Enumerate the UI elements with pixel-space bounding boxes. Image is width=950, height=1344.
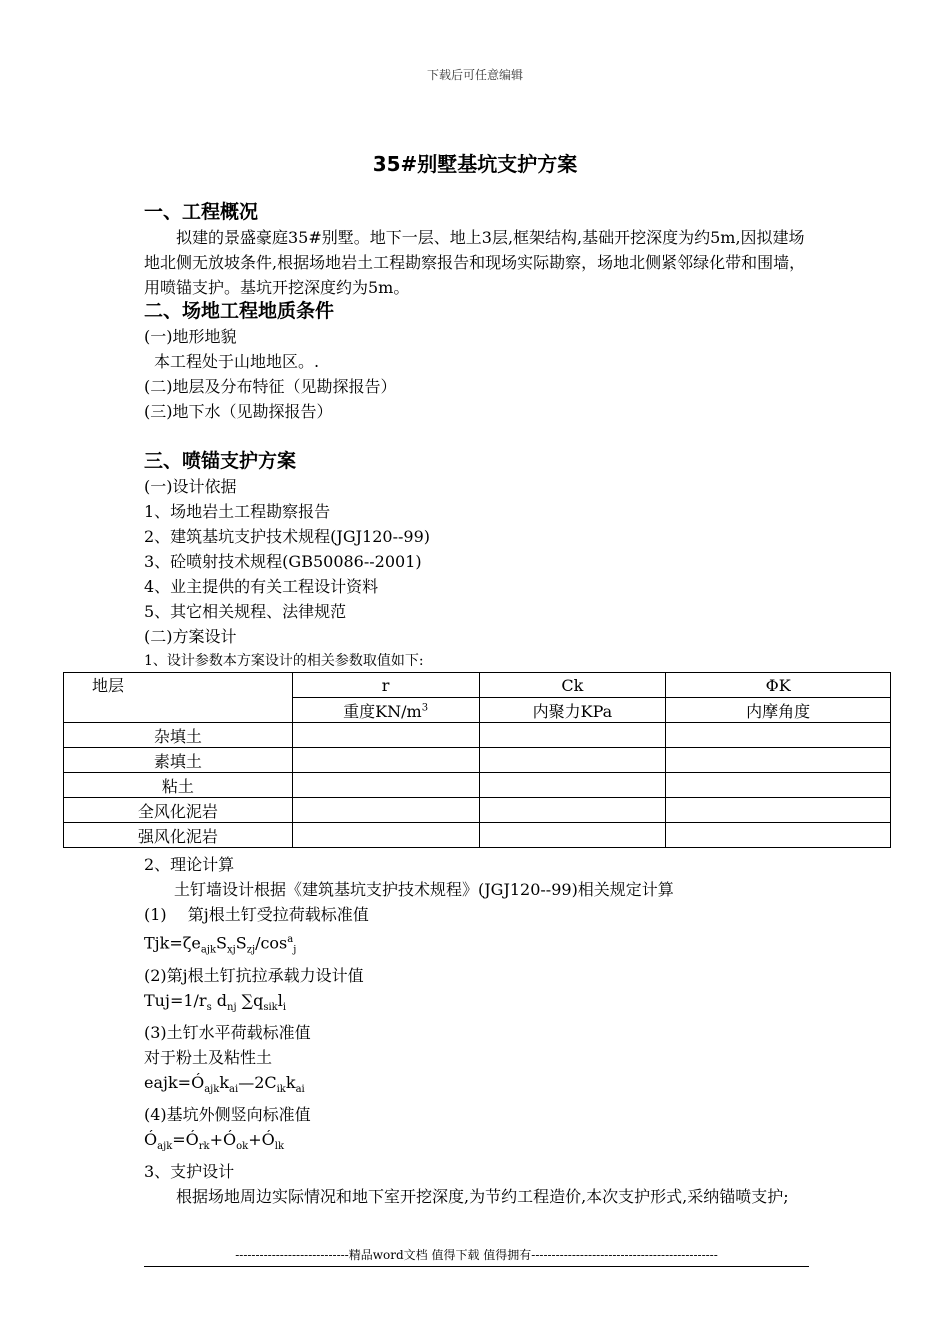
formula-part: ∑q [236, 990, 264, 1010]
table-row [64, 773, 891, 798]
list-item: 2、建筑基坑支护技术规程(JGJ120--99) [144, 527, 430, 546]
table-cell [292, 773, 479, 798]
list-item: 4、业主提供的有关工程设计资料 [144, 577, 379, 596]
section-heading: 三、喷锚支护方案 [144, 450, 297, 472]
formula-part: —2C [238, 1072, 277, 1092]
formula-part: S [235, 933, 247, 953]
page-footer: ----------------------------精品word文档 值得下载 值得拥有---------------------------------------------- [144, 1246, 809, 1267]
formula-sub: rk [198, 1141, 210, 1153]
section-heading: 一、工程概况 [144, 201, 259, 223]
table-cell [479, 798, 666, 823]
formula-sub: ajk [157, 1141, 173, 1153]
unit-superscript: 3 [421, 702, 429, 714]
formula-part: =Ó [172, 1129, 199, 1149]
table-cell [666, 773, 891, 798]
calc-intro: 土钉墙设计根据《建筑基坑支护技术规程》(JGJ120--99)相关规定计算 [174, 880, 674, 899]
table-cell [479, 773, 666, 798]
formula-sub: i [282, 1001, 287, 1013]
overview-text: 拟建的景盛豪庭35#别墅。地下一层、地上3层,框架结构,基础开挖深度为约5m,因拟建场地北侧无放坡条件,根据场地岩土工程勘察报告和现场实际勘察，场地北侧紧邻绿化带和围墙，用喷锚支护。基坑开挖深度约为5m。 [144, 228, 806, 297]
formula-title: (3)土钉水平荷载标准值 [144, 1022, 311, 1042]
subsection-title: (一)设计依据 [144, 477, 237, 496]
formula-sup: a [287, 934, 294, 945]
table-cell: 粘土 [64, 773, 293, 798]
table-cell [666, 723, 891, 748]
formula-sub: xj [226, 944, 236, 956]
table-header-cell [292, 698, 479, 723]
params-intro: 1、设计参数本方案设计的相关参数取值如下: [144, 653, 424, 669]
table-cell [666, 823, 891, 848]
table-row [64, 723, 891, 748]
formula-sub: ai [295, 1083, 305, 1095]
formula-sub: ajk [204, 1083, 220, 1095]
section-calculation [144, 852, 809, 1209]
formula-part: l [277, 990, 283, 1010]
formula-2 [144, 988, 809, 1020]
table-header-cell: r [292, 673, 479, 698]
table-header-cell: Ck [479, 673, 666, 698]
formula-sub: ik [276, 1083, 286, 1095]
subsection-title: (二)方案设计 [144, 627, 237, 646]
table-cell [292, 798, 479, 823]
table-cell [292, 748, 479, 773]
formula-part: k [285, 1072, 296, 1092]
formula-3 [144, 1070, 809, 1102]
formula-part: d [211, 990, 228, 1010]
formula-4 [144, 1127, 809, 1159]
section-overview [144, 199, 809, 300]
formula-sub: nj [227, 1001, 237, 1013]
list-item: 3、砼喷射技术规程(GB50086--2001) [144, 552, 422, 571]
formula-part: eajk=Ó [144, 1072, 205, 1092]
table-row [64, 748, 891, 773]
table-header-cell: 地层 [64, 673, 293, 723]
formula-part: /cos [255, 933, 288, 953]
formula-title: (2)第j根土钉抗拉承载力设计值 [144, 965, 364, 985]
formula-note: 对于粉土及粘性土 [144, 1047, 273, 1067]
formula-part: S [216, 933, 227, 953]
formula-sub: zj [246, 944, 256, 956]
list-item: 1、场地岩土工程勘察报告 [144, 502, 331, 521]
table-row [64, 823, 891, 848]
table-header-cell: ΦK [666, 673, 891, 698]
formula-sub: ai [229, 1083, 239, 1095]
table-cell [479, 823, 666, 848]
formula-part: Tuj=1/r [144, 990, 207, 1010]
section-heading: 二、场地工程地质条件 [144, 300, 335, 322]
section-geology [144, 298, 809, 424]
document-title: 35#别墅基坑支护方案 [372, 152, 578, 176]
unit-label: 重度KN/m [343, 701, 422, 721]
formula-1 [144, 927, 809, 963]
table-cell [479, 748, 666, 773]
formula-part: Ó [144, 1129, 158, 1149]
formula-part: k [219, 1072, 230, 1092]
page-header: 下载后可任意编辑 [426, 68, 523, 82]
subsection-title: (一)地形地貌 [144, 327, 237, 346]
formula-title: (4)基坑外侧竖向标准值 [144, 1104, 311, 1124]
table-cell: 全风化泥岩 [64, 798, 293, 823]
parameter-table [63, 672, 891, 848]
table-cell [666, 798, 891, 823]
list-item: 5、其它相关规程、法律规范 [144, 602, 347, 621]
formula-sub: s [206, 1001, 212, 1013]
formula-sub: ajk [200, 944, 216, 956]
table-header-cell: 内聚力KPa [479, 698, 666, 723]
formula-part: +Ó [209, 1129, 237, 1149]
formula-sub: sik [263, 1001, 278, 1013]
table-cell [479, 723, 666, 748]
table-cell [292, 723, 479, 748]
formula-sub: j [293, 944, 297, 956]
table-header-row [64, 673, 891, 698]
table-header-cell: 内摩角度 [666, 698, 891, 723]
table-cell [292, 823, 479, 848]
table-cell: 素填土 [64, 748, 293, 773]
formula-part: Tjk=ζe [144, 933, 201, 953]
table-cell [666, 748, 891, 773]
section-support-plan [144, 448, 809, 673]
support-text: 根据场地周边实际情况和地下室开挖深度,为节约工程造价,本次支护形式,采纳锚喷支护; [176, 1187, 789, 1207]
support-heading: 3、支护设计 [144, 1162, 235, 1182]
subsection-title: (三)地下水（见勘探报告） [144, 402, 333, 421]
terrain-text: 本工程处于山地地区。. [154, 352, 320, 371]
table-cell: 杂填土 [64, 723, 293, 748]
formula-sub: lk [274, 1141, 285, 1153]
formula-title: (1) 第j根土钉受拉荷载标准值 [144, 905, 369, 924]
subsection-title: (二)地层及分布特征（见勘探报告） [144, 377, 397, 396]
table-cell: 强风化泥岩 [64, 823, 293, 848]
formula-sub: ok [236, 1141, 249, 1153]
formula-part: +Ó [248, 1129, 275, 1149]
calc-heading: 2、理论计算 [144, 855, 235, 874]
table-row [64, 798, 891, 823]
